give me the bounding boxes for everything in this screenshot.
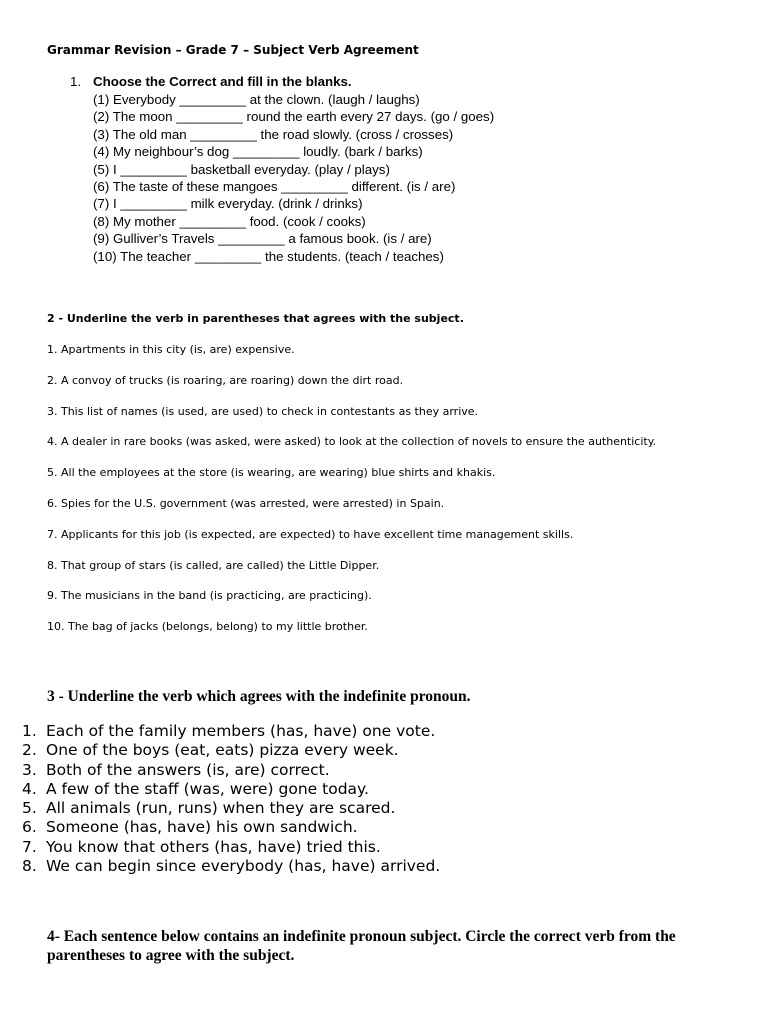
list-item: (1) Everybody _________ at the clown. (laugh / laughs) bbox=[93, 92, 420, 107]
item-text: A few of the staff (was, were) gone today. bbox=[46, 779, 369, 798]
section-1-number: 1. bbox=[70, 74, 82, 89]
item-text: Someone (has, have) his own sandwich. bbox=[46, 818, 358, 837]
section-1 bbox=[70, 73, 730, 265]
list-item: 10. The bag of jacks (belongs, belong) to my little brother. bbox=[47, 620, 368, 634]
list-item: 1. Apartments in this city (is, are) expensive. bbox=[47, 343, 295, 356]
section-1-heading: Choose the Correct and fill in the blanks. bbox=[93, 74, 352, 89]
list-item: (4) My neighbour’s dog _________ loudly. (bark / barks) bbox=[93, 144, 423, 160]
item-number: 6. bbox=[22, 818, 37, 837]
list-item: (3) The old man _________ the road slowly. (cross / crosses) bbox=[93, 126, 454, 142]
item-text: We can begin since everybody (has, have) arrived. bbox=[46, 857, 441, 876]
section-1-list bbox=[70, 91, 730, 265]
item-text: You know that others (has, have) tried this. bbox=[46, 837, 381, 856]
list-item: 5. All the employees at the store (is wearing, are wearing) blue shirts and khakis. bbox=[47, 466, 496, 480]
item-text: Both of the answers (is, are) correct. bbox=[46, 760, 330, 779]
list-item: 8. That group of stars (is called, are called) the Little Dipper. bbox=[47, 558, 380, 572]
list-item: 7. Applicants for this job (is expected, are expected) to have excellent time management skills. bbox=[47, 527, 574, 541]
section-2-list bbox=[47, 342, 656, 650]
document-title: Grammar Revision – Grade 7 – Subject Verb Agreement bbox=[47, 43, 419, 57]
list-item bbox=[22, 722, 440, 741]
item-number: 3. bbox=[22, 760, 37, 779]
list-item bbox=[22, 780, 440, 799]
item-number: 7. bbox=[22, 837, 37, 856]
section-3-heading: 3 - Underline the verb which agrees with the indefinite pronoun. bbox=[47, 688, 471, 705]
section-3-list bbox=[22, 722, 440, 876]
list-item: (10) The teacher _________ the students. (teach / teaches) bbox=[93, 248, 444, 264]
list-item: 9. The musicians in the band (is practicing, are practicing). bbox=[47, 589, 372, 603]
list-item: (6) The taste of these mangoes _________ different. (is / are) bbox=[93, 179, 456, 195]
list-item: 6. Spies for the U.S. government (was arrested, were arrested) in Spain. bbox=[47, 496, 445, 510]
list-item: (8) My mother _________ food. (cook / cooks) bbox=[93, 213, 366, 229]
item-text: One of the boys (eat, eats) pizza every week. bbox=[46, 741, 399, 760]
item-number: 8. bbox=[22, 857, 37, 876]
list-item: (7) I _________ milk everyday. (drink / drinks) bbox=[93, 196, 363, 212]
section-2-heading: 2 - Underline the verb in parentheses that agrees with the subject. bbox=[47, 312, 464, 325]
list-item: 2. A convoy of trucks (is roaring, are roaring) down the dirt road. bbox=[47, 373, 404, 387]
item-text: All animals (run, runs) when they are scared. bbox=[46, 799, 396, 818]
list-item: (2) The moon _________ round the earth every 27 days. (go / goes) bbox=[93, 109, 495, 125]
item-text: Each of the family members (has, have) one vote. bbox=[46, 722, 436, 740]
list-item bbox=[22, 857, 440, 876]
list-item bbox=[22, 799, 440, 818]
list-item: 4. A dealer in rare books (was asked, were asked) to look at the collection of novels to ensure the authenticity. bbox=[47, 435, 657, 449]
section-1-header bbox=[70, 73, 730, 91]
list-item bbox=[22, 838, 440, 857]
list-item bbox=[22, 818, 440, 837]
item-number: 4. bbox=[22, 779, 37, 798]
item-number: 2. bbox=[22, 741, 37, 760]
list-item bbox=[22, 741, 440, 760]
section-4-heading: 4- Each sentence below contains an indefinite pronoun subject. Circle the correct verb from the parentheses to agree with the subject. bbox=[47, 928, 676, 964]
item-number: 1. bbox=[22, 722, 37, 740]
list-item bbox=[22, 761, 440, 780]
list-item: 3. This list of names (is used, are used) to check in contestants as they arrive. bbox=[47, 404, 479, 418]
item-number: 5. bbox=[22, 799, 37, 818]
list-item: (9) Gulliver’s Travels _________ a famous book. (is / are) bbox=[93, 231, 432, 247]
list-item: (5) I _________ basketball everyday. (play / plays) bbox=[93, 161, 390, 177]
